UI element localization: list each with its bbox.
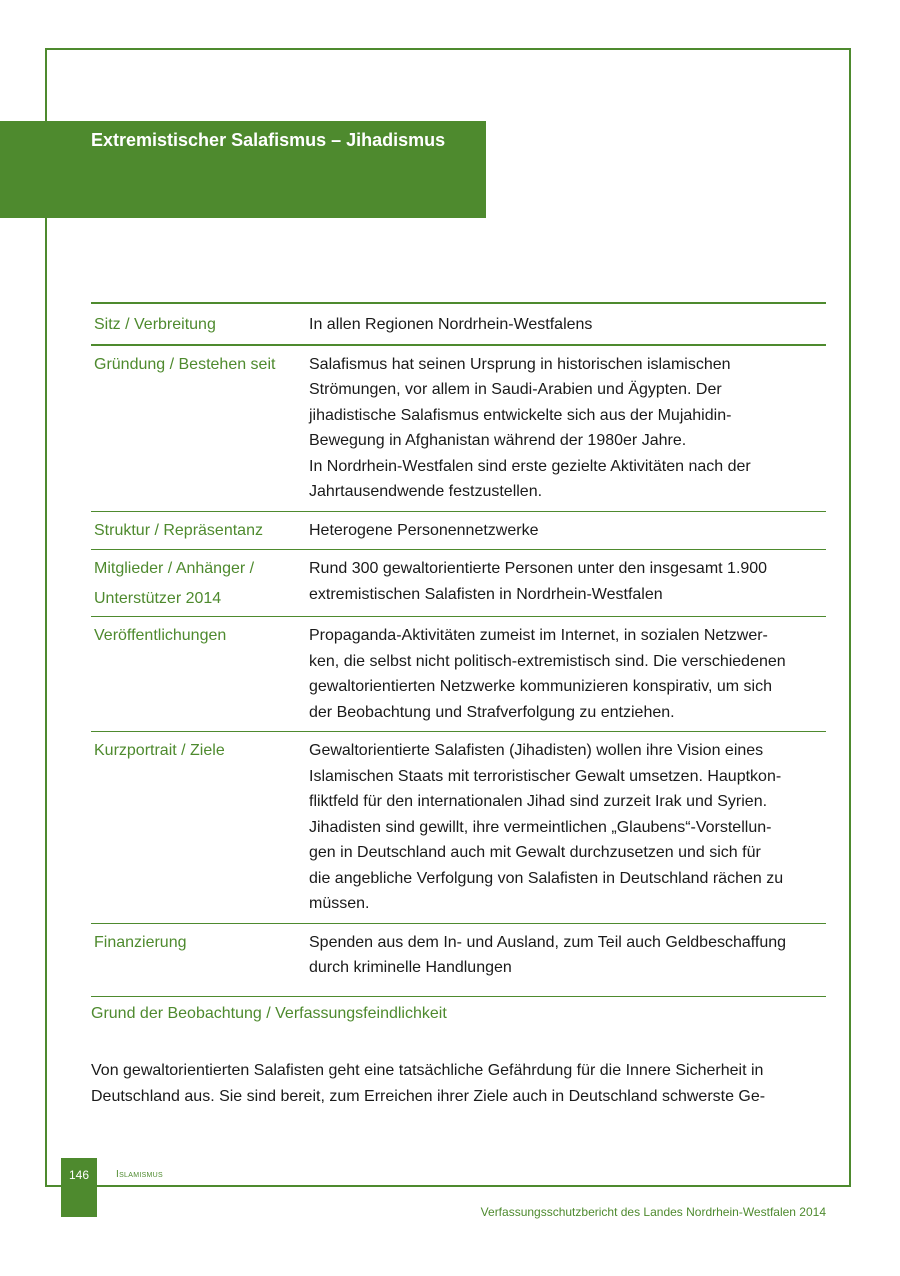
row-label: Veröffentlichungen [94,627,227,644]
info-table [91,302,826,1005]
row-label: Kurzportrait / Ziele [94,742,225,759]
row-label: Sitz / Verbreitung [94,316,216,333]
row-label: Gründung / Bestehen seit [94,355,276,373]
row-label: Finanzierung [94,933,187,951]
page-number-box [61,1158,97,1217]
table-row [91,346,826,512]
table-row [91,924,826,1005]
publication-title: Verfassungsschutzbericht des Landes Nordrhein-Westfalen 2014 [480,1205,826,1219]
page-number: 146 [68,1168,90,1182]
row-label: Mitglieder / Anhänger / Unterstützer 2014 [94,560,255,607]
page-title: Extremistischer Salafismus – Jihadismus [91,130,446,150]
row-value: In allen Regionen Nordrhein-Westfalens [309,316,593,333]
row-label: Struktur / Repräsentanz [94,521,263,539]
table-row [91,304,826,346]
row-value: Spenden aus dem In- und Ausland, zum Teil auch Geldbeschaffung durch kriminelle Handlungen [309,933,787,976]
table-row [91,617,826,732]
table-row [91,550,826,617]
table-row [91,732,826,924]
section-heading: Grund der Beobachtung / Verfassungsfeindlichkeit [91,996,826,1023]
body-paragraph: Von gewaltorientierten Salafisten geht eine tatsächliche Gefährdung für die Innere Sicherheit in Deutschland aus. Sie sind bereit, zum Erreichen ihrer Ziele auch in Deutschland schwerste Ge- [91,1062,766,1105]
row-value: Rund 300 gewaltorientierte Personen unter den insgesamt 1.900 extremistischen Salafisten in Nordrhein-Westfalen [309,560,768,603]
row-value: Heterogene Personennetzwerke [309,521,539,539]
row-value: Gewaltorientierte Salafisten (Jihadisten) wollen ihre Vision eines Islamischen Staats mit terroristischer Gewalt umsetzen. Hauptkon- fliktfeld für den internationalen Jihad sind zurzeit Irak und Syrien. Jihadisten sind gewillt, ihre vermeintlichen „Glaubens“-Vorstellun- gen in Deutschland auch mit Gewalt durchzusetzen und sich für die angebliche Verfolgung von Salafisten in Deutschland rächen zu müssen. [309,742,784,912]
table-row [91,512,826,551]
row-value: Salafismus hat seinen Ursprung in historischen islamischen Strömungen, vor allem in Saudi-Arabien und Ägypten. Der jihadistische Salafismus entwickelte sich aus der Mujahidin- Bewegung in Afghanistan während der 1980er Jahre. In Nordrhein-Westfalen sind erste gezielte Aktivitäten nach der Jahrtausendwende festzustellen. [309,355,751,500]
row-value: Propaganda-Aktivitäten zumeist im Internet, in sozialen Netzwer- ken, die selbst nicht politisch-extremistisch sind. Die verschiedenen gewaltorientierten Netzwerke kommunizieren konspirativ, um sich der Beobachtung und Strafverfolgung zu entziehen. [309,627,786,721]
running-head: Islamismus [116,1169,164,1180]
